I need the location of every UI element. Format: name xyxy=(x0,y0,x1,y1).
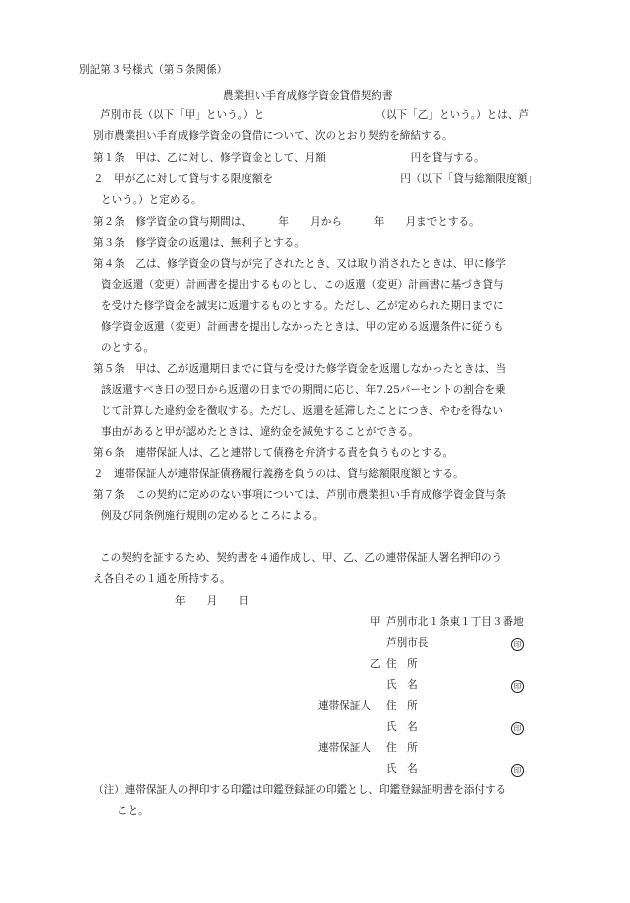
guarantor-2-name-label: 氏 名 xyxy=(386,763,418,775)
article-1: 第１条 甲は、乙に対し、修学資金として、月額 円を貸与する。 xyxy=(93,152,485,164)
guarantor-1-name-label: 氏 名 xyxy=(386,721,418,733)
article-4-line-4: 修学資金返還（変更）計画書を提出しなかったときは、甲の定める返還条件に従うも xyxy=(101,321,504,333)
article-5-line-1: 第５条 甲は、乙が返還期日までに貸与を受けた修学資金を返還しなかったときは、当 xyxy=(93,363,507,375)
form-label: 別記第３号様式（第５条関係） xyxy=(79,64,228,76)
article-1-para-2-line-1: ２ 甲が乙に対して貸与する限度額を 円（以下「貸与総額限度額」 xyxy=(93,173,538,185)
closing-line-2: え各自その１通を所持する。 xyxy=(93,573,231,585)
article-5-line-4: 事由があると甲が認めたときは、違約金を減免することができる。 xyxy=(101,426,419,438)
document-title: 農業担い手育成修学資金貸借契約書 xyxy=(223,90,393,102)
article-5-line-2: 該返還すべき日の翌日から返還の日までの期間に応じ、年7.25パーセントの割合を乗 xyxy=(101,384,506,396)
party-a-title: 芦別市長 xyxy=(386,637,429,649)
seal-mark-guarantor-2: 印 xyxy=(511,764,524,777)
article-6-para-2: ２ 連帯保証人が連帯保証債務履行義務を負うのは、貸与総額限度額とする。 xyxy=(93,468,464,480)
guarantor-2-address-label: 住 所 xyxy=(386,742,418,754)
article-2: 第２条 修学資金の貸与期間は、 年 月から 年 月までとする。 xyxy=(93,216,480,228)
seal-mark-party-b: 印 xyxy=(511,680,524,693)
seal-mark-party-a: 印 xyxy=(511,638,524,651)
article-7-line-2: 例及び同条例施行規則の定めるところによる。 xyxy=(101,510,324,522)
guarantor-1-label: 連帯保証人 xyxy=(318,700,371,712)
intro-line-2: 別市農業担い手育成修学資金の貸借について、次のとおり契約を締結する。 xyxy=(93,130,453,142)
article-5-line-3: じて計算した違約金を徴収する。ただし、返還を延滞したことにつき、やむを得ない xyxy=(101,405,503,417)
closing-line-1: この契約を証するため、契約書を４通作成し、甲、乙、乙の連帯保証人署名押印のう xyxy=(100,552,503,564)
guarantor-1-address-label: 住 所 xyxy=(386,700,418,712)
party-b-name-label: 氏 名 xyxy=(386,679,418,691)
article-6: 第６条 連帯保証人は、乙と連帯して債務を弁済する責を負うものとする。 xyxy=(93,447,454,459)
article-1-para-2-line-2: という。）と定める。 xyxy=(101,194,202,206)
article-4-line-3: を受けた修学資金を誠実に返還するものとする。ただし、乙が定められた期日までに xyxy=(101,300,504,312)
article-4-line-5: のとする。 xyxy=(101,342,154,354)
article-4-line-1: 第４条 乙は、修学資金の貸与が完了されたとき、又は取り消されたときは、甲に修学 xyxy=(93,258,506,270)
intro-line-1: 芦別市長（以下「甲」という。）と （以下「乙」という。）とは、芦 xyxy=(100,109,530,121)
contract-date: 年 月 日 xyxy=(175,595,250,607)
article-4-line-2: 資金返還（変更）計画書を提出するものとし、この返還（変更）計画書に基づき貸与 xyxy=(101,279,504,291)
party-a-label: 甲 xyxy=(370,616,381,628)
guarantor-2-label: 連帯保証人 xyxy=(318,742,371,754)
note-line-2: こと。 xyxy=(117,805,149,817)
article-7-line-1: 第７条 この契約に定めのない事項については、芦別市農業担い手育成修学資金貸与条 xyxy=(93,489,506,501)
party-a-address: 芦別市北１条東１丁目３番地 xyxy=(386,616,524,628)
article-3: 第３条 修学資金の返還は、無利子とする。 xyxy=(93,237,305,249)
seal-mark-guarantor-1: 印 xyxy=(511,722,524,735)
note-line-1: （注）連帯保証人の押印する印鑑は印鑑登録証の印鑑とし、印鑑登録証明書を添付する xyxy=(93,784,507,796)
party-b-label: 乙 xyxy=(370,658,381,670)
party-b-address-label: 住 所 xyxy=(386,658,418,670)
